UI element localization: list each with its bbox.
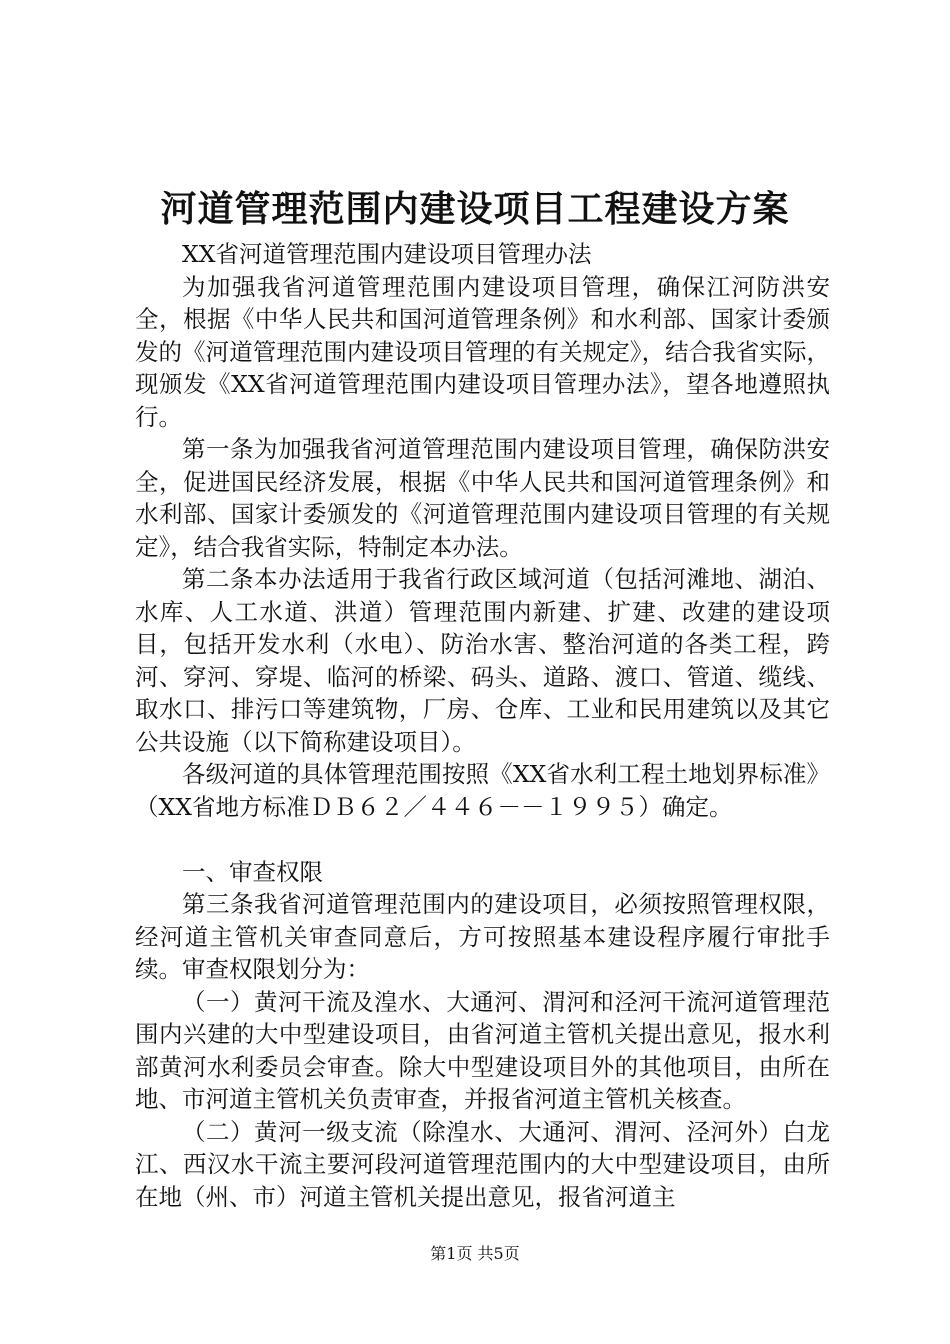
body-paragraph: 第一条为加强我省河道管理范围内建设项目管理，确保防洪安全，促进国民经济发展，根据《中华人民共和国河道管理条例》和水利部、国家计委颁发的《河道管理范围内建设项目管理的有关规定》，结合我省实际，特制定本办法。 <box>135 435 830 561</box>
body-paragraph: 为加强我省河道管理范围内建设项目管理，确保江河防洪安全，根据《中华人民共和国河道管理条例》和水利部、国家计委颁发的《河道管理范围内建设项目管理的有关规定》，结合我省实际，现颁发《XX省河道管理范围内建设项目管理办法》，望各地遵照执行。 <box>135 272 830 431</box>
body-paragraph: XX省河道管理范围内建设项目管理办法 <box>182 240 592 268</box>
body-paragraph: 第三条我省河道管理范围内的建设项目，必须按照管理权限，经河道主管机关审查同意后，方可按照基本建设程序履行审批手续。审查权限划分为： <box>135 890 830 983</box>
page-footer: 第1页 共5页 <box>430 1244 520 1263</box>
body-paragraph: 各级河道的具体管理范围按照《XX省水利工程土地划界标准》（XX省地方标准ＤＢ６２／４４６－－１９９５）确定。 <box>135 760 830 821</box>
document-body <box>135 238 830 1213</box>
paragraph-spacer <box>135 823 830 856</box>
body-paragraph: 第二条本办法适用于我省行政区域河道（包括河滩地、湖泊、水库、人工水道、洪道）管理范围内新建、扩建、改建的建设项目，包括开发水利（水电）、防治水害、整治河道的各类工程，跨河、穿河、穿堤、临河的桥梁、码头、道路、渡口、管道、缆线、取水口、排污口等建筑物，厂房、仓库、工业和民用建筑以及其它公共设施（以下简称建设项目）。 <box>135 565 830 756</box>
section-heading: 一、审查权限 <box>182 857 323 886</box>
document-title: 河道管理范围内建设项目工程建设方案 <box>160 188 790 230</box>
body-paragraph: （一）黄河干流及湟水、大通河、渭河和泾河干流河道管理范围内兴建的大中型建设项目，由省河道主管机关提出意见，报水利部黄河水利委员会审查。除大中型建设项目外的其他项目，由所在地、市河道主管机关负责审查，并报省河道主管机关核查。 <box>135 987 830 1113</box>
body-paragraph: （二）黄河一级支流（除湟水、大通河、渭河、泾河外）白龙江、西汉水干流主要河段河道管理范围内的大中型建设项目，由所在地（州、市）河道主管机关提出意见，报省河道主 <box>135 1117 830 1211</box>
